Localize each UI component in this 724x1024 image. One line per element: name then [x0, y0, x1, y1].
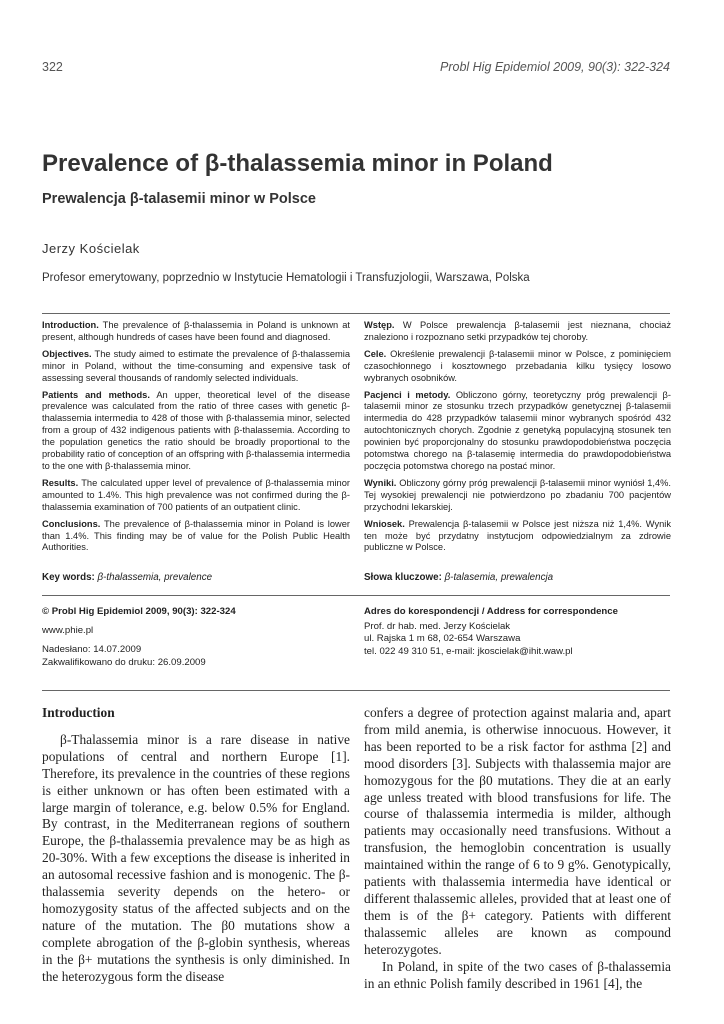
abstract-pl-intro-label: Wstęp.	[364, 320, 395, 330]
copyright-line: © Probl Hig Epidemiol 2009, 90(3): 322-324	[42, 606, 236, 617]
abstract-en-conclusions-text: The prevalence of β-thalassemia minor in Poland is lower than 1.4%. This finding may be of value for the Polish Public Health Authorities.	[42, 518, 350, 553]
abstract-en-results-label: Results.	[42, 477, 79, 488]
abstract-pl-intro-text: W Polsce prewalencja β-talasemii jest nieznana, chociaż znaleziono i rozpoznano setki przypadków tej choroby.	[364, 320, 671, 342]
correspondence-heading: Adres do korespondencji / Address for correspondence	[364, 606, 618, 617]
body-paragraph-1-continued: confers a degree of protection against malaria and, apart from mild anemia, is otherwise innocuous. However, it has been reported to be a risk factor for asthma [2] and mood disorders [3]. Subjects with thalassemia major are homozygous for the β0 mutations. They die at an early age unless treated with blood transfusions for life. The course of thalassemia intermedia is milder, although patients may occasionally need transfusions. Without a transfusion, the hemoglobin concentration is usually maintained within the range of 6 to 9 g%. Genotypically, patients with thalassemia intermedia have identical or different thalassemic alleles, provided that at least one of them is of the β+ category. Patients with different thalassemic alleles are known as compound heterozygotes.	[364, 705, 671, 957]
keywords-en-text: β-thalassemia, prevalence	[94, 572, 213, 583]
keywords-pl-text: β-talasemia, prewalencja	[441, 572, 554, 583]
abstract-polish	[364, 320, 671, 559]
publication-meta	[42, 606, 342, 669]
abstract-en-intro-label: Introduction.	[42, 320, 99, 330]
journal-reference: Probl Hig Epidemiol 2009, 90(3): 322-324	[440, 60, 670, 74]
abstract-pl-methods-text: Obliczono górny, teoretyczny próg prewalencji β-talasemii minor ze stosunku trzech przypadków genetycznej β-talasemii intermedia do 428 przypadków talasemii minor wybranych spośród 432 autochtonicznych chorych. Zgodnie z genetyką populacyjną stosunek ten powinien być proporcjonalny do stosunku prawdopodobieństwa poczęcia potomstwa chorego na β-talasemię intermedia do prawdopodobieństwa poczęcia potomstwa chorego na postać minor.	[364, 389, 671, 471]
body-paragraph-2: In Poland, in spite of the two cases of β-thalassemia in an ethnic Polish family described in 1961 [4], the	[364, 958, 671, 991]
keywords-english	[42, 572, 350, 583]
author-name: Jerzy Kościelak	[42, 241, 140, 256]
body-right-column	[364, 705, 671, 992]
running-header	[42, 60, 670, 80]
meta-bottom-rule	[42, 690, 670, 691]
abstract-en-methods	[42, 390, 350, 473]
abstract-pl-aim-label: Cele.	[364, 348, 387, 359]
abstract-pl-introduction	[364, 320, 671, 344]
received-date: Nadesłano: 14.07.2009	[42, 644, 142, 656]
abstract-pl-conclusion-label: Wniosek.	[364, 518, 405, 529]
abstract-pl-aim-text: Określenie prewalencji β-talasemii minor w Polsce, z pominięciem czasochłonnego i kosztownego przebadania kilku tysięcy losowo wybranych osobników.	[364, 348, 671, 383]
page-number: 322	[42, 60, 63, 74]
abstract-english	[42, 320, 350, 559]
abstract-en-introduction	[42, 320, 350, 344]
website-link[interactable]: www.phie.pl	[42, 625, 94, 637]
body-left-column	[42, 705, 350, 986]
abstract-en-objectives-text: The study aimed to estimate the prevalence of β-thalassemia minor in Poland, without the time-consuming and expensive task of assessing several thousands of randomly selected individuals.	[42, 348, 350, 383]
author-affiliation: Profesor emerytowany, poprzednio w Instytucie Hematologii i Transfuzjologii, Warszawa, Polska	[42, 272, 530, 284]
article-title: Prevalence of β-thalassemia minor in Poland	[42, 150, 553, 177]
abstract-pl-methods-label: Pacjenci i metody.	[364, 389, 451, 400]
abstract-en-methods-text: An upper, theoretical level of the disease prevalence was calculated from the ratio of three cases with genetic β-thalassemia intermedia to 428 of those with β-thalassemia minor, selected from a group of 432 indigenous patients with β-thalassemia. According to the population genetics the ratio should be broadly proportional to the probability ratio of conception of an offspring with β-thalassemia intermedia to the one with β-thalassemia minor.	[42, 389, 351, 471]
abstract-pl-methods	[364, 390, 671, 473]
abstract-en-methods-label: Patients and methods.	[42, 389, 150, 400]
keywords-polish	[364, 572, 671, 583]
keywords-pl-label: Słowa kluczowe:	[364, 572, 442, 583]
abstract-en-objectives-label: Objectives.	[42, 348, 92, 359]
correspondence-contact[interactable]: tel. 022 49 310 51, e-mail: jkoscielak@ihit.waw.pl	[364, 645, 573, 657]
accepted-date: Zakwalifikowano do druku: 26.09.2009	[42, 656, 206, 668]
abstract-en-conclusions	[42, 519, 350, 555]
body-paragraph-1: β-Thalassemia minor is a rare disease in native populations of central and northern Europe [1]. Therefore, its prevalence in the countries of these regions is either unknown or has often been estimated with a large margin of tolerance, e.g. below 0.5% for England. By contrast, in the Mediterranean regions of southern Europe, the β-thalassemia prevalence may be as high as 20-30%. With a few exceptions the disease is inherited in an autosomal recessive fashion and is monogenic. The β-thalassemia severity depends on the hetero- or homozygosity status of the affected subjects and on the nature of the mutation. The β0 mutations show a complete abrogation of the β-globin synthesis, whereas in the β+ mutations the synthesis is only diminished. In the heterozygous form the disease	[42, 731, 350, 984]
abstract-en-intro-text: The prevalence of β-thalassemia in Poland is unknown at present, although hundreds of cases have been found and diagnosed.	[42, 320, 350, 342]
correspondence-address: ul. Rajska 1 m 68, 02-654 Warszawa	[364, 633, 521, 645]
correspondence-name: Prof. dr hab. med. Jerzy Kościelak	[364, 621, 511, 633]
section-heading-introduction: Introduction	[42, 705, 115, 720]
abstract-pl-conclusion-text: Prewalencja β-talasemii w Polsce jest niższa niż 1,4%. Wynik ten może być przydatny instytucjom odpowiedzialnym za zdrowie publiczne w Polsce.	[364, 518, 671, 553]
abstract-pl-aim	[364, 349, 671, 385]
abstract-en-results-text: The calculated upper level of prevalence of β-thalassemia minor amounted to 1.4%. This high prevalence was not confirmed during the β-thalassemia examination of 700 patients of an outpatient clinic.	[42, 477, 350, 512]
abstract-en-results	[42, 478, 350, 514]
correspondence-block	[364, 606, 671, 658]
abstract-pl-results-label: Wyniki.	[364, 477, 397, 488]
keywords-en-label: Key words:	[42, 572, 95, 583]
abstract-pl-results	[364, 478, 671, 514]
abstract-en-objectives	[42, 349, 350, 385]
abstract-top-rule	[42, 313, 670, 314]
abstract-en-conclusions-label: Conclusions.	[42, 518, 101, 529]
abstract-pl-conclusion	[364, 519, 671, 555]
abstract-bottom-rule	[42, 595, 670, 596]
article-subtitle: Prewalencja β-talasemii minor w Polsce	[42, 191, 316, 207]
abstract-pl-results-text: Obliczony górny próg prewalencji β-talasemii minor wyniósł 1,4%. Tej wysokiej prewalencji nie potwierdzono po zbadaniu 700 pacjentów przychodni lekarskiej.	[364, 477, 671, 512]
